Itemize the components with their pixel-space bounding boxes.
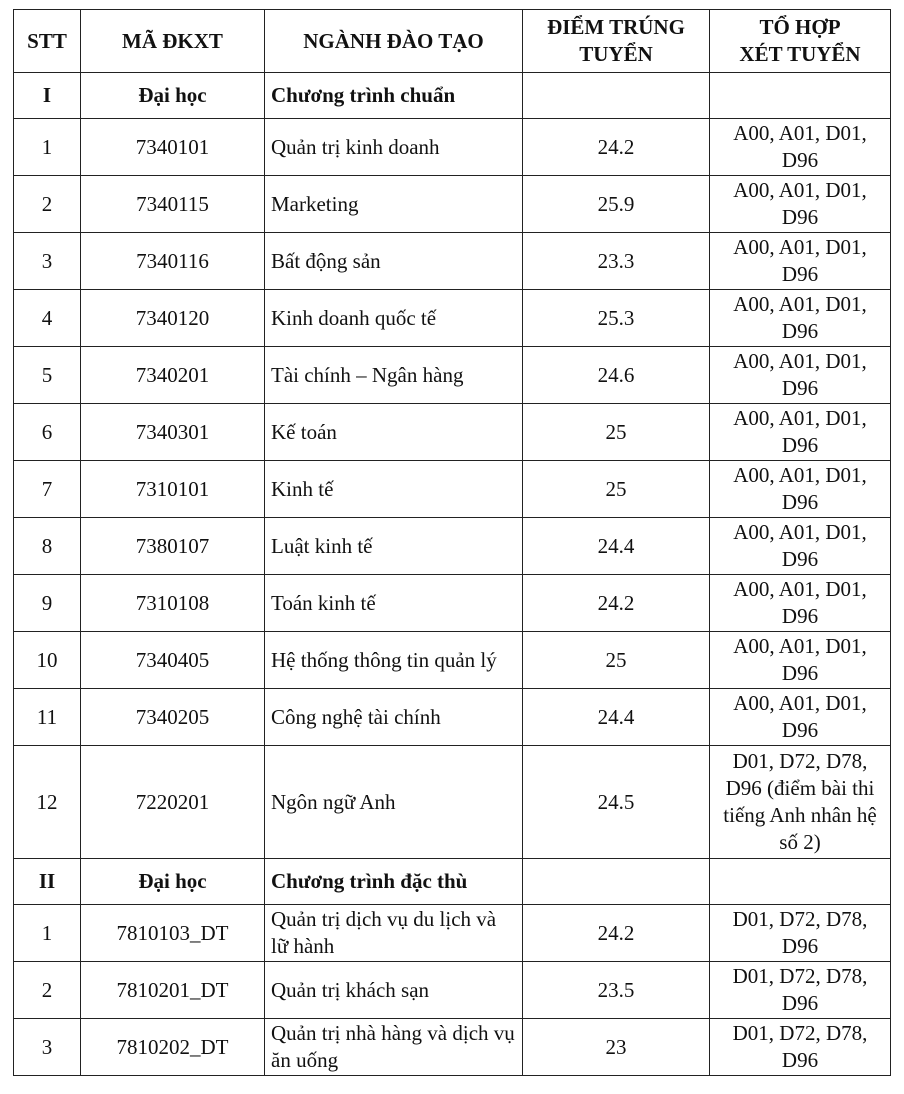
table-row: [14, 575, 891, 632]
row-tohop: D01, D72, D78, D96: [710, 1019, 891, 1076]
section-number: I: [14, 73, 81, 119]
row-tohop: A00, A01, D01, D96: [710, 632, 891, 689]
row-stt: 12: [14, 746, 81, 859]
header-nganh: NGÀNH ĐÀO TẠO: [265, 10, 523, 73]
row-diem: 24.2: [523, 905, 710, 962]
row-nganh: Ngôn ngữ Anh: [265, 746, 523, 859]
row-nganh: Hệ thống thông tin quản lý: [265, 632, 523, 689]
row-ma-dkxt: 7340120: [81, 290, 265, 347]
row-tohop: D01, D72, D78, D96 (điểm bài thi tiếng Anh nhân hệ số 2): [710, 746, 891, 859]
table-row: [14, 461, 891, 518]
row-tohop: D01, D72, D78, D96: [710, 962, 891, 1019]
row-nganh: Quản trị dịch vụ du lịch và lữ hành: [265, 905, 523, 962]
row-nganh: Kinh tế: [265, 461, 523, 518]
table-row: [14, 290, 891, 347]
row-stt: 8: [14, 518, 81, 575]
row-ma-dkxt: 7340405: [81, 632, 265, 689]
row-diem: 25: [523, 632, 710, 689]
row-diem: 25.3: [523, 290, 710, 347]
row-nganh: Quản trị kinh doanh: [265, 119, 523, 176]
section-level: Đại học: [81, 859, 265, 905]
row-nganh: Toán kinh tế: [265, 575, 523, 632]
table-row: [14, 632, 891, 689]
row-tohop: A00, A01, D01, D96: [710, 176, 891, 233]
header-row: [14, 10, 891, 73]
section-program: Chương trình đặc thù: [265, 859, 523, 905]
section-empty-cell: [710, 73, 891, 119]
row-ma-dkxt: 7220201: [81, 746, 265, 859]
header-stt: STT: [14, 10, 81, 73]
table-row: [14, 347, 891, 404]
row-diem: 25: [523, 461, 710, 518]
row-tohop: A00, A01, D01, D96: [710, 119, 891, 176]
row-ma-dkxt: 7340201: [81, 347, 265, 404]
table-row: [14, 1019, 891, 1076]
row-nganh: Quản trị nhà hàng và dịch vụ ăn uống: [265, 1019, 523, 1076]
row-stt: 2: [14, 962, 81, 1019]
table-row: [14, 233, 891, 290]
section-program: Chương trình chuẩn: [265, 73, 523, 119]
row-stt: 7: [14, 461, 81, 518]
section-empty-cell: [710, 859, 891, 905]
admission-score-table: [13, 9, 891, 1076]
row-ma-dkxt: 7340205: [81, 689, 265, 746]
table-row: [14, 905, 891, 962]
row-ma-dkxt: 7340101: [81, 119, 265, 176]
row-diem: 23: [523, 1019, 710, 1076]
row-tohop: A00, A01, D01, D96: [710, 290, 891, 347]
table-row: [14, 689, 891, 746]
row-diem: 24.5: [523, 746, 710, 859]
row-stt: 5: [14, 347, 81, 404]
row-diem: 24.2: [523, 119, 710, 176]
table-body: [14, 73, 891, 1076]
table-row: [14, 119, 891, 176]
row-diem: 25: [523, 404, 710, 461]
row-stt: 6: [14, 404, 81, 461]
header-ma: MÃ ĐKXT: [81, 10, 265, 73]
row-nganh: Kế toán: [265, 404, 523, 461]
table-row: [14, 962, 891, 1019]
row-tohop: A00, A01, D01, D96: [710, 575, 891, 632]
section-row: [14, 73, 891, 119]
row-ma-dkxt: 7810103_DT: [81, 905, 265, 962]
row-tohop: A00, A01, D01, D96: [710, 233, 891, 290]
row-stt: 1: [14, 905, 81, 962]
row-nganh: Bất động sản: [265, 233, 523, 290]
row-diem: 24.4: [523, 518, 710, 575]
row-diem: 23.5: [523, 962, 710, 1019]
header-diem: ĐIỂM TRÚNG TUYỂN: [523, 10, 710, 73]
row-ma-dkxt: 7810201_DT: [81, 962, 265, 1019]
row-tohop: A00, A01, D01, D96: [710, 461, 891, 518]
row-nganh: Quản trị khách sạn: [265, 962, 523, 1019]
row-nganh: Luật kinh tế: [265, 518, 523, 575]
row-stt: 3: [14, 1019, 81, 1076]
section-row: [14, 859, 891, 905]
row-stt: 4: [14, 290, 81, 347]
row-diem: 23.3: [523, 233, 710, 290]
row-ma-dkxt: 7340115: [81, 176, 265, 233]
row-tohop: A00, A01, D01, D96: [710, 404, 891, 461]
table-row: [14, 518, 891, 575]
row-tohop: A00, A01, D01, D96: [710, 347, 891, 404]
row-tohop: D01, D72, D78, D96: [710, 905, 891, 962]
row-nganh: Công nghệ tài chính: [265, 689, 523, 746]
table-row: [14, 176, 891, 233]
row-diem: 24.6: [523, 347, 710, 404]
row-ma-dkxt: 7340116: [81, 233, 265, 290]
row-diem: 24.2: [523, 575, 710, 632]
row-ma-dkxt: 7380107: [81, 518, 265, 575]
row-tohop: A00, A01, D01, D96: [710, 518, 891, 575]
row-nganh: Kinh doanh quốc tế: [265, 290, 523, 347]
row-stt: 9: [14, 575, 81, 632]
row-nganh: Tài chính – Ngân hàng: [265, 347, 523, 404]
row-nganh: Marketing: [265, 176, 523, 233]
row-ma-dkxt: 7310101: [81, 461, 265, 518]
row-ma-dkxt: 7340301: [81, 404, 265, 461]
row-ma-dkxt: 7310108: [81, 575, 265, 632]
section-empty-cell: [523, 859, 710, 905]
row-stt: 11: [14, 689, 81, 746]
row-tohop: A00, A01, D01, D96: [710, 689, 891, 746]
section-empty-cell: [523, 73, 710, 119]
row-stt: 2: [14, 176, 81, 233]
row-stt: 3: [14, 233, 81, 290]
row-diem: 24.4: [523, 689, 710, 746]
table-row: [14, 404, 891, 461]
section-number: II: [14, 859, 81, 905]
row-ma-dkxt: 7810202_DT: [81, 1019, 265, 1076]
row-stt: 10: [14, 632, 81, 689]
table-row: [14, 746, 891, 859]
header-tohop: TỔ HỢP XÉT TUYỂN: [710, 10, 891, 73]
section-level: Đại học: [81, 73, 265, 119]
row-stt: 1: [14, 119, 81, 176]
row-diem: 25.9: [523, 176, 710, 233]
